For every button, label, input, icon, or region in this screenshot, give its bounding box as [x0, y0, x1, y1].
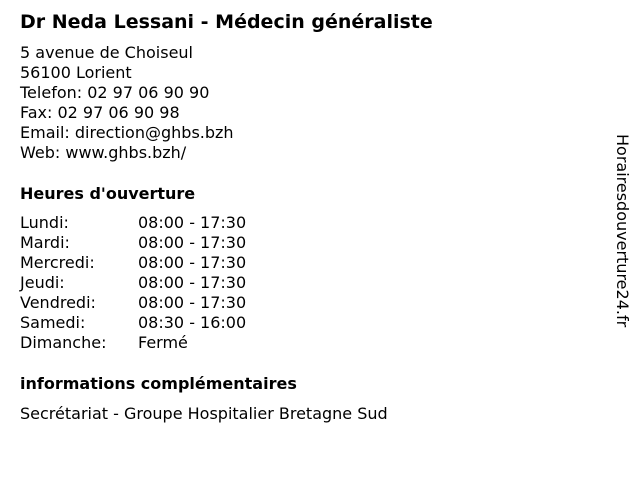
hours-row-thursday: [20, 273, 246, 293]
fax-line: Fax: 02 97 06 90 98: [20, 103, 180, 122]
hours-day: Dimanche:: [20, 333, 107, 352]
hours-row-sunday: [20, 333, 246, 353]
hours-time: 08:00 - 17:30: [138, 233, 247, 252]
address-street: 5 avenue de Choiseul: [20, 43, 193, 62]
hours-time: 08:00 - 17:30: [138, 293, 247, 312]
hours-table: [20, 213, 246, 353]
hours-day: Mercredi:: [20, 253, 95, 272]
web-line: Web: www.ghbs.bzh/: [20, 143, 187, 162]
hours-time: 08:00 - 17:30: [138, 213, 247, 232]
contact-block: [20, 43, 234, 163]
hours-time: 08:00 - 17:30: [138, 273, 247, 292]
phone-line: Telefon: 02 97 06 90 90: [20, 83, 210, 102]
hours-time: 08:00 - 17:30: [138, 253, 247, 272]
hours-time: 08:30 - 16:00: [138, 313, 247, 332]
hours-day: Jeudi:: [20, 273, 65, 292]
hours-row-monday: [20, 213, 246, 233]
hours-day: Mardi:: [20, 233, 70, 252]
info-heading: informations complémentaires: [20, 374, 297, 393]
email-line: Email: direction@ghbs.bzh: [20, 123, 234, 142]
page-title: Dr Neda Lessani - Médecin généraliste: [20, 11, 433, 33]
side-watermark: Horairesdouverture24.fr: [613, 134, 632, 328]
hours-row-friday: [20, 293, 246, 313]
hours-heading: Heures d'ouverture: [20, 184, 196, 203]
hours-row-tuesday: [20, 233, 246, 253]
hours-day: Vendredi:: [20, 293, 96, 312]
address-city: 56100 Lorient: [20, 63, 132, 82]
hours-row-saturday: [20, 313, 246, 333]
hours-row-wednesday: [20, 253, 246, 273]
info-text: Secrétariat - Groupe Hospitalier Bretagne Sud: [20, 404, 388, 423]
hours-time: Fermé: [138, 333, 188, 352]
hours-day: Samedi:: [20, 313, 86, 332]
hours-day: Lundi:: [20, 213, 69, 232]
